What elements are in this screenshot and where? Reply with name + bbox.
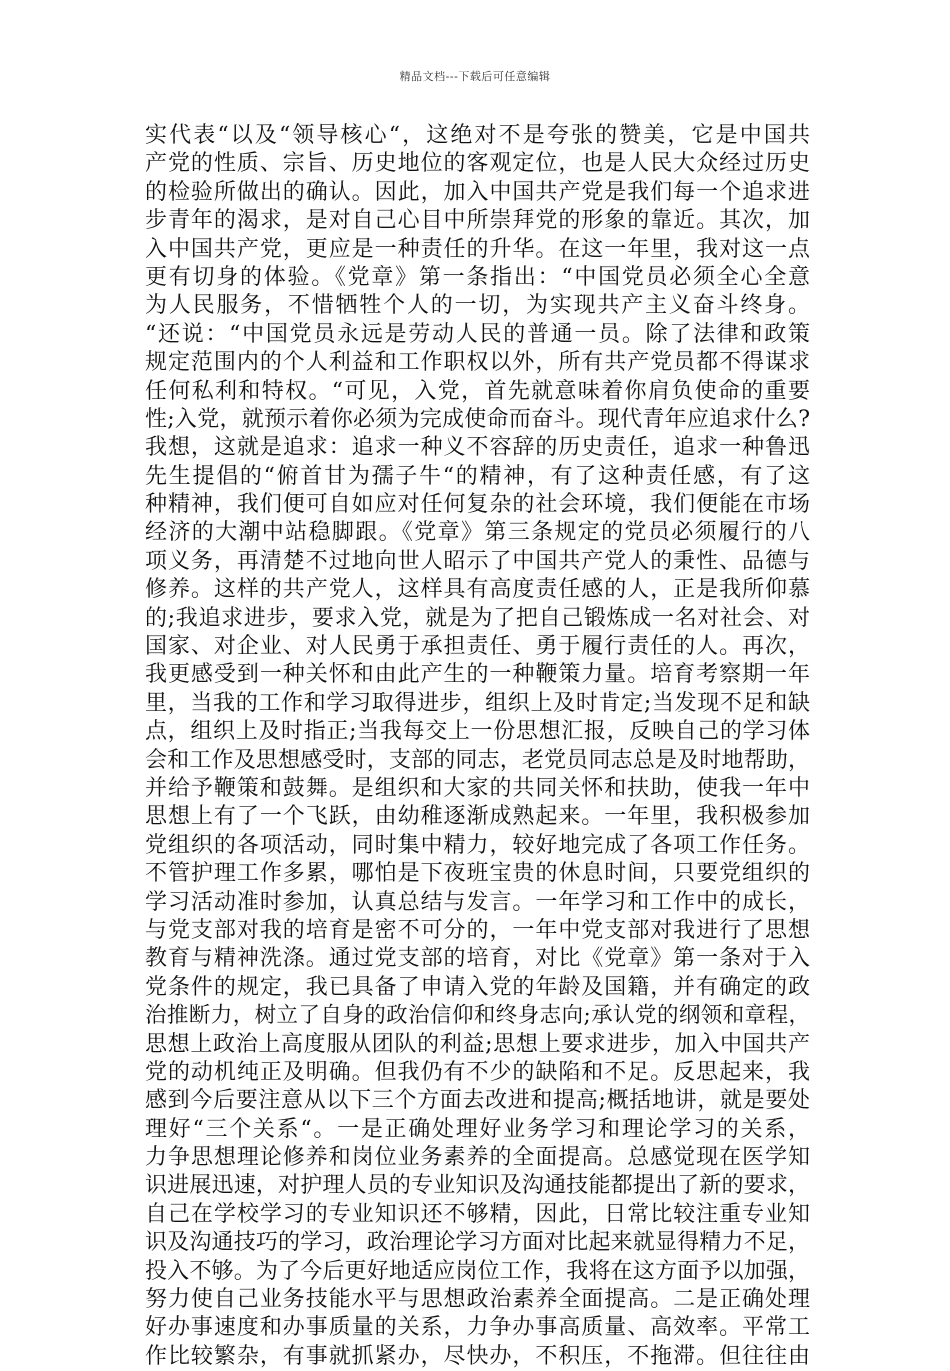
paragraph-line: 我更感受到一种关怀和由此产生的一种鞭策力量。培育考察期一年 <box>145 662 810 688</box>
paragraph-line: 先生提倡的“俯首甘为孺子牛“的精神，有了这种责任感，有了这 <box>145 463 810 489</box>
paragraph-line: 会和工作及思想感受时，支部的同志，老党员同志总是及时地帮助， <box>145 747 810 773</box>
paragraph-line: 更有切身的体验。《党章》第一条指出：“中国党员必须全心全意 <box>145 264 810 290</box>
paragraph-line: 投入不够。为了今后更好地适应岗位工作，我将在这方面予以加强， <box>145 1258 810 1284</box>
paragraph-line: 自己在学校学习的专业知识还不够精，因此，日常比较注重专业知 <box>145 1201 810 1227</box>
paragraph-line: 性;入党，就预示着你必须为完成使命而奋斗。现代青年应追求什么? <box>145 406 810 432</box>
paragraph-line: 入中国共产党，更应是一种责任的升华。在这一年里，我对这一点 <box>145 236 810 262</box>
paragraph-line: 规定范围内的个人利益和工作职权以外，所有共产党员都不得谋求 <box>145 350 810 376</box>
paragraph-line: 经济的大潮中站稳脚跟。《党章》第三条规定的党员必须履行的八 <box>145 520 810 546</box>
paragraph-line: 不管护理工作多累，哪怕是下夜班宝贵的休息时间，只要党组织的 <box>145 861 810 887</box>
document-body <box>145 122 810 1371</box>
paragraph-line: 教育与精神洗涤。通过党支部的培育，对比《党章》第一条对于入 <box>145 946 810 972</box>
paragraph-line: 努力使自己业务技能水平与思想政治素养全面提高。二是正确处理 <box>145 1287 810 1313</box>
paragraph-line: 的检验所做出的确认。因此，加入中国共产党是我们每一个追求进 <box>145 179 810 205</box>
paragraph-line: 并给予鞭策和鼓舞。是组织和大家的共同关怀和扶助，使我一年中 <box>145 775 810 801</box>
paragraph-line: 实代表“以及“领导核心“，这绝对不是夸张的赞美，它是中国共 <box>145 123 810 148</box>
paragraph-line: 党条件的规定，我已具备了申请入党的年龄及国籍，并有确定的政 <box>145 974 810 1000</box>
paragraph-line: 与党支部对我的培育是密不可分的，一年中党支部对我进行了思想 <box>145 917 810 943</box>
paragraph-line: 项义务，再清楚不过地向世人昭示了中国共产党人的秉性、品德与 <box>145 548 810 574</box>
paragraph-line: 识及沟通技巧的学习，政治理论学习方面对比起来就显得精力不足， <box>145 1230 810 1256</box>
paragraph-line: 力争思想理论修养和岗位业务素养的全面提高。总感觉现在医学知 <box>145 1145 810 1171</box>
paragraph-line: “还说：“中国党员永远是劳动人民的普通一员。除了法律和政策 <box>145 321 810 347</box>
paragraph-line: 国家、对企业、对人民勇于承担责任、勇于履行责任的人。再次， <box>145 634 810 660</box>
paragraph-line: 学习活动准时参加，认真总结与发言。一年学习和工作中的成长， <box>145 889 810 915</box>
paragraph-line: 党组织的各项活动，同时集中精力，较好地完成了各项工作任务。 <box>145 832 810 858</box>
paragraph-line: 作比较繁杂，有事就抓紧办，尽快办，不积压，不拖滞。但往往由 <box>145 1343 810 1369</box>
paragraph-line: 思想上政治上高度服从团队的利益;思想上要求进步，加入中国共产 <box>145 1031 810 1057</box>
paragraph-line: 步青年的渴求，是对自己心目中所崇拜党的形象的靠近。其次，加 <box>145 208 810 234</box>
paragraph-line: 感到今后要注意从以下三个方面去改进和提高;概括地讲，就是要处 <box>145 1088 810 1114</box>
paragraph-line: 的;我追求进步，要求入党，就是为了把自己锻炼成一名对社会、对 <box>145 605 810 631</box>
paragraph-line: 理好“三个关系“。一是正确处理好业务学习和理论学习的关系， <box>145 1116 810 1142</box>
page-header: 精品文档---下载后可任意编辑 <box>399 70 551 83</box>
paragraph-line: 里，当我的工作和学习取得进步，组织上及时肯定;当发现不足和缺 <box>145 690 810 716</box>
paragraph-line: 思想上有了一个飞跃，由幼稚逐渐成熟起来。一年里，我积极参加 <box>145 804 810 830</box>
paragraph-line: 任何私利和特权。“可见，入党，首先就意味着你肩负使命的重要 <box>145 378 810 404</box>
paragraph-line: 党的动机纯正及明确。但我仍有不少的缺陷和不足。反思起来，我 <box>145 1059 810 1085</box>
paragraph-line: 识进展迅速，对护理人员的专业知识及沟通技能都提出了新的要求， <box>145 1173 810 1199</box>
paragraph-line: 种精神，我们便可自如应对任何复杂的社会环境，我们便能在市场 <box>145 492 810 518</box>
paragraph-line: 修养。这样的共产党人，这样具有高度责任感的人，正是我所仰慕 <box>145 577 810 603</box>
paragraph-line: 点，组织上及时指正;当我每交上一份思想汇报，反映自己的学习体 <box>145 719 810 745</box>
paragraph-line: 好办事速度和办事质量的关系，力争办事高质量、高效率。平常工 <box>145 1315 810 1341</box>
paragraph-line: 为人民服务，不惜牺牲个人的一切，为实现共产主义奋斗终身。 <box>145 293 810 319</box>
paragraph-line: 治推断力，树立了自身的政治信仰和终身志向;承认党的纲领和章程， <box>145 1003 810 1029</box>
paragraph-line: 产党的性质、宗旨、历史地位的客观定位，也是人民大众经过历史 <box>145 151 810 177</box>
paragraph-line: 我想，这就是追求：追求一种义不容辞的历史责任，追求一种鲁迅 <box>145 435 810 461</box>
